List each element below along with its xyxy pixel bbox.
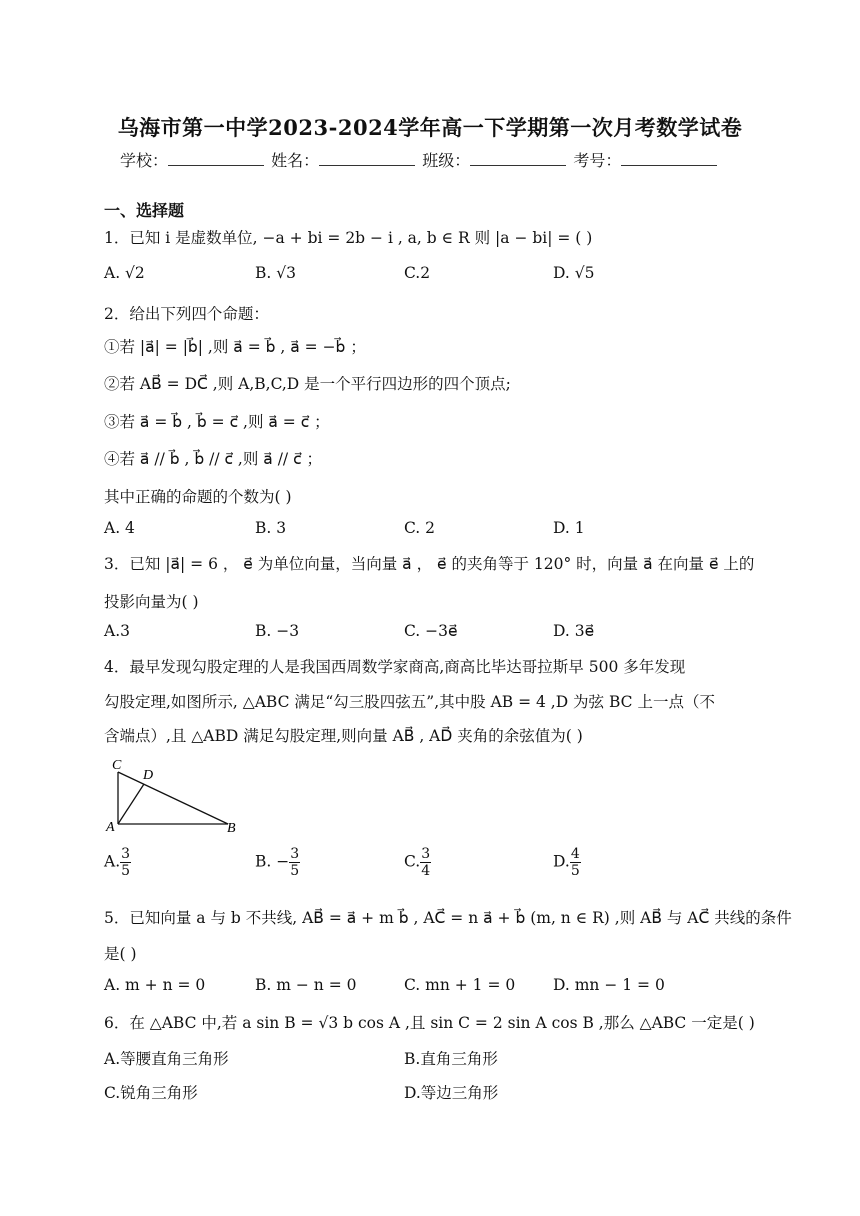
q4-option-d-prefix: D. [553, 852, 570, 871]
q2-option-d: D. 1 [553, 519, 585, 537]
name-blank [319, 151, 415, 166]
q4-option-b-numerator: 3 [290, 846, 300, 862]
q4-option-c-numerator: 3 [421, 846, 431, 862]
q5-option-b: B. m − n = 0 [255, 976, 357, 994]
q4-option-c-denominator: 4 [421, 863, 431, 879]
q3-line-2: 投影向量为( ) [104, 593, 199, 611]
q1-stem: 1．已知 i 是虚数单位, −a + bi = 2b − i , a, b ∈ R 则 |a − bi| = ( ) [104, 229, 593, 247]
q4-option-c-prefix: C. [404, 852, 421, 871]
q3-option-c: C. −3e⃗ [404, 622, 458, 640]
student-info-row [120, 148, 719, 171]
label-a: A [106, 820, 115, 835]
q3-option-a: A.3 [104, 622, 130, 640]
q1-option-b: B. √3 [255, 264, 296, 282]
q4-option-a-numerator: 3 [121, 846, 131, 862]
q1-option-c: C.2 [404, 264, 431, 282]
q2-proposition-2: ②若 AB⃗ = DC⃗ ,则 A,B,C,D 是一个平行四边形的四个顶点; [104, 375, 511, 393]
q4-option-d-numerator: 4 [570, 846, 580, 862]
exam-number-blank [621, 151, 717, 166]
q6-option-c: C.锐角三角形 [104, 1084, 198, 1102]
q5-line-1: 5．已知向量 a 与 b 不共线, AB⃗ = a⃗ + m b⃗ , AC⃗ = n a⃗ + b⃗ (m, n ∈ R) ,则 AB⃗ 与 AC⃗ 共线的条件 [104, 909, 792, 927]
q2-option-a: A. 4 [104, 519, 135, 537]
q4-option-b-denominator: 5 [290, 863, 300, 879]
q4-option-b [255, 846, 300, 879]
q4-option-b-prefix: B. − [255, 852, 290, 871]
q4-option-c-fraction [420, 846, 431, 879]
class-blank [470, 151, 566, 166]
triangle-figure [100, 755, 250, 837]
q4-line-2: 勾股定理,如图所示, △ABC 满足“勾三股四弦五”,其中股 AB = 4 ,D 为弦 BC 上一点（不 [104, 693, 715, 711]
q4-option-d-fraction [570, 846, 581, 879]
exam-number-label: 考号： [573, 151, 622, 170]
section-heading: 一、选择题 [104, 201, 185, 220]
q2-option-b: B. 3 [255, 519, 287, 537]
school-blank [168, 151, 264, 166]
q4-line-1: 4．最早发现勾股定理的人是我国西周数学家商高,商高比毕达哥拉斯早 500 多年发现 [104, 658, 686, 676]
label-b: B [227, 821, 236, 836]
q1-option-a: A. √2 [104, 264, 145, 282]
q4-option-a [104, 846, 131, 879]
q4-option-d-denominator: 5 [570, 863, 580, 879]
q4-option-d [553, 846, 581, 879]
q3-option-b: B. −3 [255, 622, 300, 640]
name-label: 姓名： [271, 151, 320, 170]
segment-ad [118, 784, 144, 824]
q5-option-c: C. mn + 1 = 0 [404, 976, 516, 994]
q2-option-c: C. 2 [404, 519, 436, 537]
q3-option-d: D. 3e⃗ [553, 622, 595, 640]
q6-option-b: B.直角三角形 [404, 1050, 498, 1068]
q2-proposition-1: ①若 |a⃗| = |b⃗| ,则 a⃗ = b⃗ , a⃗ = −b⃗ ； [104, 338, 366, 356]
q5-option-a: A. m + n = 0 [104, 976, 206, 994]
q4-option-a-denominator: 5 [121, 863, 131, 879]
q6-stem: 6．在 △ABC 中,若 a sin B = √3 b cos A ,且 sin C = 2 sin A cos B ,那么 △ABC 一定是( ) [104, 1014, 755, 1032]
q5-line-2: 是( ) [104, 945, 137, 963]
label-d: D [143, 768, 154, 783]
q4-option-a-prefix: A. [104, 852, 121, 871]
q6-option-d: D.等边三角形 [404, 1084, 499, 1102]
label-c: C [112, 758, 122, 773]
school-label: 学校： [120, 151, 169, 170]
q5-option-d: D. mn − 1 = 0 [553, 976, 665, 994]
q4-option-b-fraction [289, 846, 300, 879]
q4-option-c [404, 846, 431, 879]
q6-option-a: A.等腰直角三角形 [104, 1050, 229, 1068]
q2-proposition-3: ③若 a⃗ = b⃗ , b⃗ = c⃗ ,则 a⃗ = c⃗ ； [104, 413, 330, 431]
class-label: 班级： [422, 151, 471, 170]
q2-proposition-4: ④若 a⃗ // b⃗ , b⃗ // c⃗ ,则 a⃗ // c⃗ ； [104, 450, 323, 468]
q2-question: 其中正确的命题的个数为( ) [104, 488, 292, 506]
q1-option-d: D. √5 [553, 264, 595, 282]
exam-title: 乌海市第一中学2023-2024学年高一下学期第一次月考数学试卷 [117, 115, 743, 140]
q2-stem: 2．给出下列四个命题： [104, 305, 269, 323]
q4-line-3: 含端点）,且 △ABD 满足勾股定理,则向量 AB⃗ , AD⃗ 夹角的余弦值为( ) [104, 727, 583, 745]
q4-option-a-fraction [120, 846, 131, 879]
q3-line-1: 3．已知 |a⃗| = 6 ， e⃗ 为单位向量，当向量 a⃗ ， e⃗ 的夹角等于 120° 时，向量 a⃗ 在向量 e⃗ 上的 [104, 555, 755, 573]
